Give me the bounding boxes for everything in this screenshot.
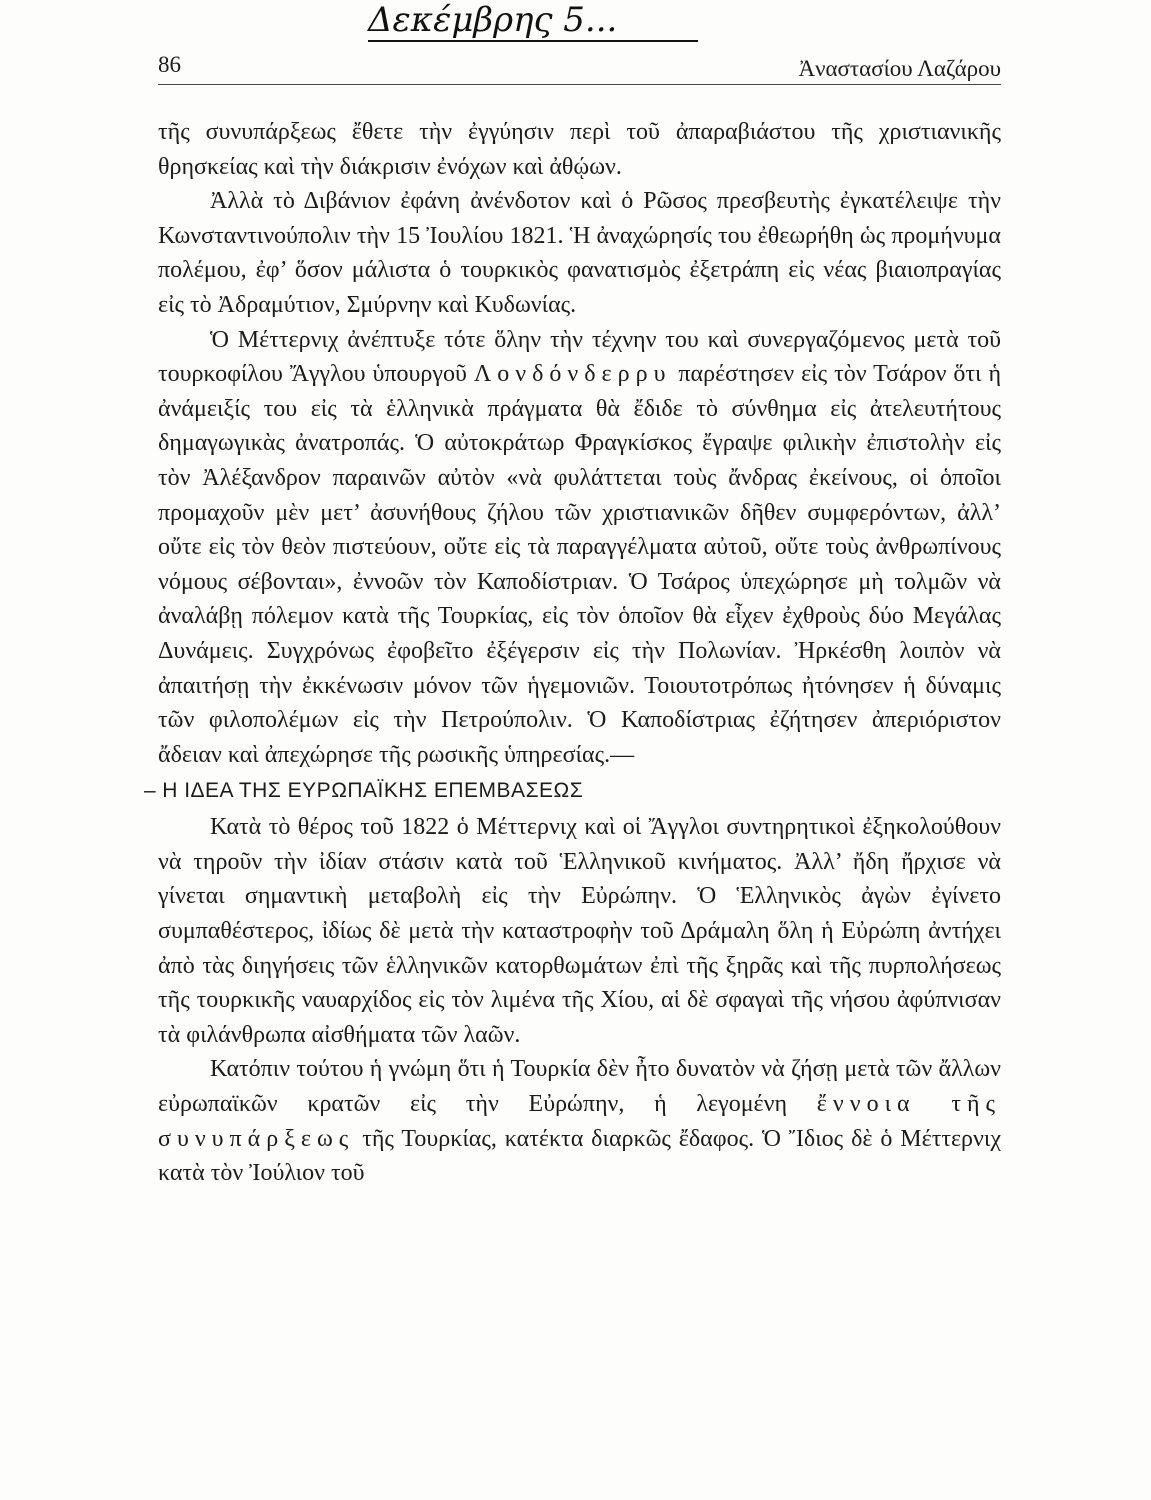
paragraph-3 [158, 323, 1001, 773]
paragraph-5 [158, 1052, 1001, 1190]
handwritten-annotation [368, 0, 748, 48]
paragraph-1: τῆς συνυπάρξεως ἔθετε τὴν ἐγγύησιν περὶ τοῦ ἀπαραβιάστου τῆς χριστιανικῆς θρησκείας καὶ τὴν διάκρισιν ἐνόχων καὶ ἀθῴων. [158, 119, 1001, 180]
section-title-text: Η ΙΔΕΑ ΤΗΣ ΕΥΡΩΠΑΪΚΗΣ ΕΠΕΜΒΑΣΕΩΣ [162, 779, 584, 803]
end-dash-mark: — [610, 741, 635, 768]
paragraph-3-start: Ὁ Μέττερνιχ ἀνέπτυξε τότε ὅλην τὴν τέχνην του καὶ συνεργαζόμενος μετὰ τοῦ τουρκοφίλου Ἄγγλου ὑπουργοῦ [158, 326, 1001, 388]
page-number: 86 [158, 52, 181, 77]
running-head: Ἀναστασίου Λαζάρου [798, 56, 1001, 81]
paragraph-4: Κατὰ τὸ θέρος τοῦ 1822 ὁ Μέττερνιχ καὶ οἱ Ἄγγλοι συντηρητικοὶ ἐξηκολούθουν νὰ τηροῦν τὴν ἰδίαν στάσιν κατὰ τοῦ Ἑλληνικοῦ κινήματος. Ἀλλ’ ἤδη ἤρχισε νὰ γίνεται σημαντικὴ μεταβολὴ εἰς τὴν Εὐρώπην. Ὁ Ἑλληνικὸς ἀγὼν ἐγίνετο συμπαθέστερος, ἰδίως δὲ μετὰ τὴν καταστροφὴν τοῦ Δράμαλη ὅλη ἡ Εὐρώπη ἀντήχει ἀπὸ τὰς διηγήσεις τῶν ἑλληνικῶν κατορθωμάτων ἐπὶ τῆς ξηρᾶς καὶ τῆς πυρπολήσεως τῆς τουρκικῆς ναυαρχίδος εἰς τὸν λιμένα τῆς Χίου, αἱ δὲ σφαγαὶ τῆς νήσου ἀφύπνισαν τὰ φιλάνθρωπα αἰσθήματα τῶν λαῶν. [158, 814, 1001, 1048]
paragraph-3-rest: παρέστησεν εἰς τὸν Τσάρον ὅτι ἡ ἀνάμειξίς του εἰς τὰ ἑλληνικὰ πράγματα θὰ ἔδιδε τὸ σύνθημα εἰς ἀτελευτήτους δημαγωγικὰς ἀνατροπάς. Ὁ αὐτοκράτωρ Φραγκίσκος ἔγραψε φιλικὴν ἐπιστολὴν εἰς τὸν Ἀλέξανδρον παραινῶν αὐτὸν «νὰ φυλάττεται τοὺς ἄνδρας ἐκείνους, οἱ ὁποῖοι προμαχοῦν μὲν μετ’ ἀσυνήθους ζήλου τῶν χριστιανικῶν δῆθεν συμφερόντων, ἀλλ’ οὔτε εἰς τὸν θεὸν πιστεύουν, οὔτε εἰς τὰ παραγγέλματα αὐτοῦ, οὔτε τοὺς ἀνθρωπίνους νόμους σέβονται», ἐννοῶν τὸν Καποδίστριαν. Ὁ Τσάρος ὑπεχώρησε μὴ τολμῶν νὰ ἀναλάβῃ πόλεμον κατὰ τῆς Τουρκίας, εἰς τὸν ὁποῖον θὰ εἶχεν ἐχθροὺς δύο Μεγάλας Δυνάμεις. Συγχρόνως ἐφοβεῖτο ἐξέγερσιν εἰς τὴν Πολωνίαν. Ἠρκέσθη λοιπὸν νὰ ἀπαιτήσῃ τὴν ἐκκένωσιν μόνον τῶν ἡγεμονιῶν. Τοιουτοτρόπως ἠτόνησεν ἡ δύναμις τῶν φιλοπολέμων εἰς τὴν Πετρούπολιν. Ὁ Καποδίστριας ἐζήτησεν ἀπεριόριστον ἄδειαν καὶ ἀπεχώρησε τῆς ρωσικῆς ὑπηρεσίας. [158, 361, 1001, 768]
section-title [144, 774, 1001, 808]
body-text [144, 115, 1002, 1191]
paragraph-2: Ἀλλὰ τὸ Διβάνιον ἐφάνη ἀνένδοτον καὶ ὁ Ρῶσος πρεσβευτὴς ἐγκατέλειψε τὴν Κωνσταντινούπολιν τὴν 15 Ἰουλίου 1821. Ἡ ἀναχώρησίς του ἐθεωρήθη ὡς προμήνυμα πολέμου, ἐφ’ ὅσον μάλιστα ὁ τουρκικὸς φανατισμὸς ἐξετράπη εἰς νέας βιαιοπραγίας εἰς τὸ Ἀδραμύτιον, Σμύρνην καὶ Κυδωνίας. [158, 188, 1001, 318]
handwritten-note: Δεκέμβρης 5... [368, 0, 618, 40]
spaced-phrase: ἔννοια τῆς συνυπάρξεως [158, 1091, 1002, 1152]
paragraph-5-start: Κατόπιν τούτου ἡ γνώμη ὅτι ἡ Τουρκία δὲν ἦτο δυνατὸν νὰ ζήσῃ μετὰ τῶν ἄλλων εὐρωπαϊκῶν κρατῶν εἰς τὴν Εὐρώπην, ἡ λεγομένη [158, 1056, 1001, 1118]
page-header [158, 48, 1001, 85]
paragraph-5-rest: τῆς Τουρκίας, κατέκτα διαρκῶς ἔδαφος. Ὁ Ἴδιος δὲ ὁ Μέττερνιχ κατὰ τὸν Ἰούλιον τοῦ [158, 1125, 1001, 1187]
spaced-name: Λονδόνδερρυ [473, 361, 672, 388]
title-dash-mark: – [144, 779, 157, 803]
handwritten-underline [368, 40, 698, 42]
